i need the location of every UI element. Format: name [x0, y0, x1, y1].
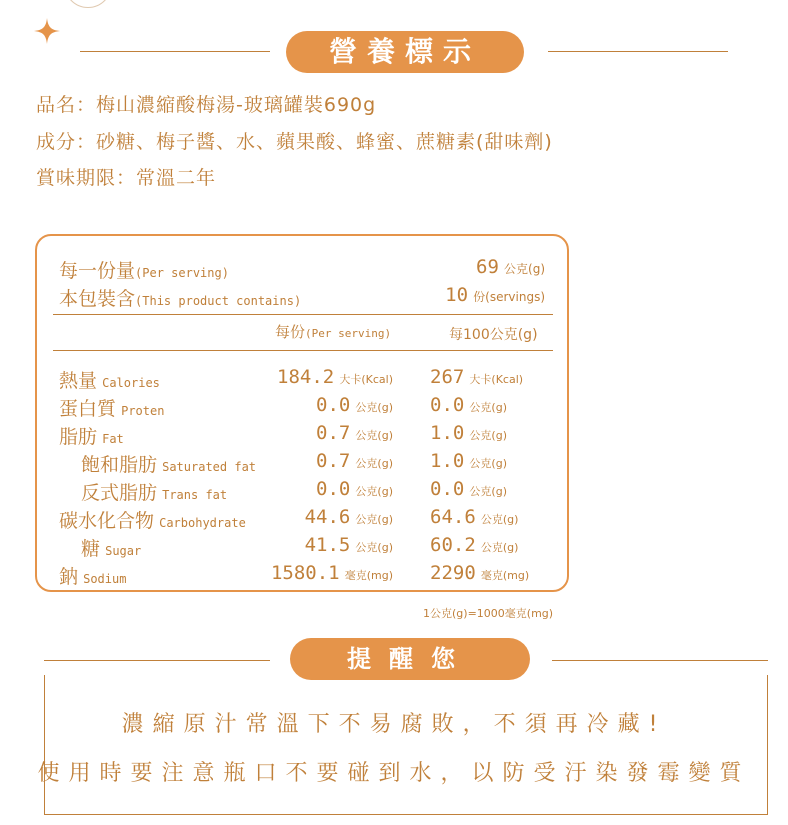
per-serving-value-sodium: 1580.1 毫克(mg)	[270, 562, 393, 584]
per-100g-value-saturated-fat: 1.0 公克(g)	[430, 450, 507, 472]
nutrient-label-sodium: 鈉 Sodium	[59, 566, 127, 588]
nutrient-label-protein: 蛋白質 Proten	[59, 398, 165, 420]
per-100g-value-protein: 0.0 公克(g)	[430, 394, 507, 416]
per-100g-value-carbohydrate: 64.6 公克(g)	[430, 506, 519, 528]
per-100g-value-sodium: 2290 毫克(mg)	[430, 562, 530, 584]
servings-label: 本包裝含(This product contains)	[59, 288, 302, 310]
col-per-100g: 每100公克(g)	[449, 327, 538, 343]
reminder-box	[44, 675, 768, 815]
sparkle-icon	[34, 18, 60, 44]
per-100g-value-trans-fat: 0.0 公克(g)	[430, 478, 507, 500]
nutrient-label-carbohydrate: 碳水化合物 Carbohydrate	[59, 510, 246, 532]
nutrient-label-fat: 脂肪 Fat	[59, 426, 124, 448]
per-100g-value-sugar: 60.2 公克(g)	[430, 534, 519, 556]
unit-footnote: 1公克(g)=1000毫克(mg)	[423, 607, 554, 620]
reminder-line-left	[44, 660, 270, 661]
product-ingredients: 成分：砂糖、梅子醬、水、蘋果酸、蜂蜜、蔗糖素(甜味劑)	[36, 131, 553, 153]
nutrient-label-calories: 熱量 Calories	[59, 370, 160, 392]
nutrient-label-sugar: 糖 Sugar	[81, 538, 142, 560]
product-name: 品名：梅山濃縮酸梅湯-玻璃罐裝690g	[36, 94, 377, 116]
nutrition-table	[35, 234, 569, 592]
header-line-right	[548, 51, 728, 52]
per-100g-value-calories: 267 大卡(Kcal)	[430, 366, 524, 388]
product-shelf-life: 賞味期限：常溫二年	[36, 167, 217, 189]
per-100g-value-fat: 1.0 公克(g)	[430, 422, 507, 444]
reminder-line1: 濃縮原汁常溫下不易腐敗，不須再冷藏!	[121, 712, 667, 737]
per-serving-value-carbohydrate: 44.6 公克(g)	[304, 506, 393, 528]
page-title: 營養標示	[286, 31, 524, 73]
serving-size-value: 69 公克(g)	[476, 256, 545, 278]
per-serving-value-fat: 0.7 公克(g)	[316, 422, 393, 444]
header-line-left	[80, 51, 270, 52]
per-serving-value-trans-fat: 0.0 公克(g)	[316, 478, 393, 500]
nutrient-label-saturated-fat: 飽和脂肪 Saturated fat	[81, 454, 257, 476]
reminder-line-right	[552, 660, 768, 661]
per-serving-value-sugar: 41.5 公克(g)	[304, 534, 393, 556]
serving-size-label: 每一份量(Per serving)	[59, 260, 229, 282]
per-serving-value-calories: 184.2 大卡(Kcal)	[277, 366, 393, 388]
per-serving-value-protein: 0.0 公克(g)	[316, 394, 393, 416]
divider-1	[53, 314, 553, 315]
col-per-serving: 每份(Per serving)	[275, 323, 392, 341]
top-decor-arc	[64, 0, 112, 8]
per-serving-value-saturated-fat: 0.7 公克(g)	[316, 450, 393, 472]
reminder-title: 提醒您	[290, 638, 530, 680]
nutrient-label-trans-fat: 反式脂肪 Trans fat	[81, 482, 228, 504]
divider-2	[53, 350, 553, 351]
reminder-line2: 使用時要注意瓶口不要碰到水，以防受汙染發霉變質	[37, 761, 751, 786]
servings-value: 10 份(servings)	[445, 284, 545, 306]
